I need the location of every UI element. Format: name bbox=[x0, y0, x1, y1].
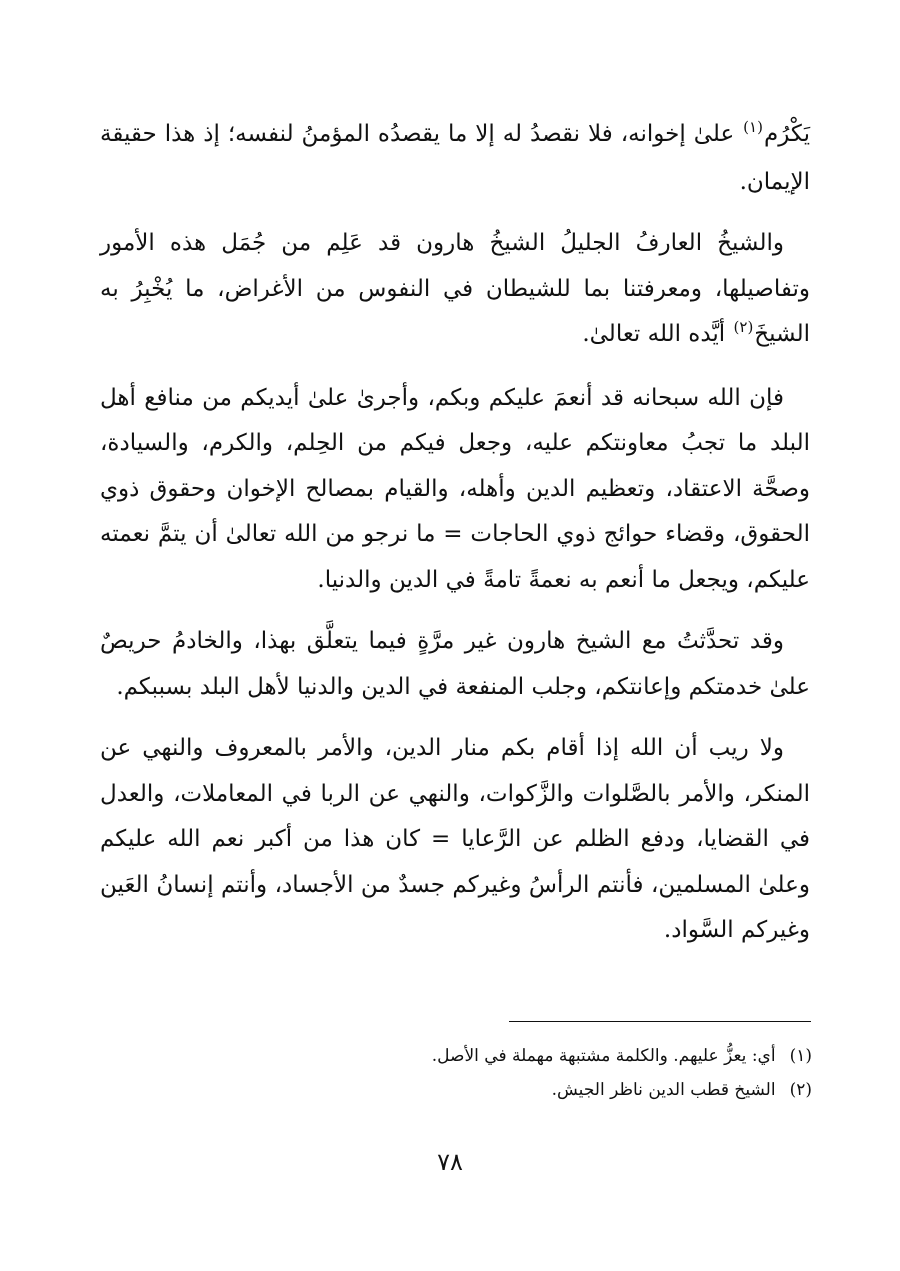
footnote-2-number: (٢) bbox=[789, 1080, 812, 1100]
paragraph-4-text: وقد تحدَّثتُ مع الشيخ هارون غير مرَّةٍ فيما يتعلَّق بهذا، والخادمُ حريصٌ علىٰ خدمتكم وإعانتكم، وجلب المنفعة في الدين والدنيا لأهل البلد بسببكم. bbox=[100, 628, 810, 700]
footnote-1-number: (١) bbox=[789, 1046, 812, 1066]
footnote-1-text: أي: يعزُّ عليهم. والكلمة مشتبهة مهملة في الأصل. bbox=[431, 1046, 776, 1066]
footnote-2 bbox=[100, 1074, 812, 1106]
footnote-2-text: الشيخ قطب الدين ناظر الجيش. bbox=[551, 1080, 776, 1100]
page-number: ٧٨ bbox=[437, 1148, 463, 1176]
footnotes bbox=[100, 1040, 812, 1108]
paragraph-4 bbox=[100, 619, 810, 710]
main-text bbox=[100, 112, 810, 970]
paragraph-5 bbox=[100, 726, 810, 954]
paragraph-1-text-end: علىٰ إخوانه، فلا نقصدُ له إلا ما يقصدُه المؤمنُ لنفسه؛ إذ هذا حقيقة الإيمان. bbox=[100, 121, 810, 195]
footnote-ref-1[interactable]: (١) bbox=[743, 118, 763, 136]
paragraph-1 bbox=[100, 112, 810, 205]
paragraph-5-text: ولا ريب أن الله إذا أقام بكم منار الدين، والأمر بالمعروف والنهي عن المنكر، والأمر بالصَّلوات والزَّكوات، والنهي عن الربا في المعاملات، والعدل في القضايا، ودفع الظلم عن الرَّعايا = كان هذا من أكبر نعم الله عليكم وعلىٰ المسلمين، فأنتم الرأسُ وغيركم جسدٌ من الأجساد، وأنتم إنسانُ العَين وغيركم السَّواد. bbox=[100, 735, 810, 943]
paragraph-2-text-end: أيَّده الله تعالىٰ. bbox=[582, 321, 733, 347]
paragraph-2-text-start: والشيخُ العارفُ الجليلُ الشيخُ هارون قد عَلِم من جُمَل هذه الأمور وتفاصيلها، ومعرفتنا بما للشيطان في النفوس من الأغراض، ما يُخْبِرُ به الشيخَ bbox=[100, 230, 810, 347]
footnote-1 bbox=[100, 1040, 812, 1072]
footnote-separator bbox=[509, 1021, 811, 1022]
paragraph-1-text-start: يَكْرُم bbox=[763, 121, 810, 147]
paragraph-3 bbox=[100, 376, 810, 604]
paragraph-3-text: فإن الله سبحانه قد أنعمَ عليكم وبكم، وأجرىٰ علىٰ أيديكم من منافع أهل البلد ما تجبُ معاونتكم عليه، وجعل فيكم من الحِلم، والكرم، والسيادة، وصحَّة الاعتقاد، وتعظيم الدين وأهله، والقيام بمصالح الإخوان وحقوق ذوي الحقوق، وقضاء حوائج ذوي الحاجات = ما نرجو من الله تعالىٰ أن يتمَّ نعمته عليكم، ويجعل ما أنعم به نعمةً تامةً في الدين والدنيا. bbox=[100, 384, 810, 593]
paragraph-2 bbox=[100, 221, 810, 360]
footnote-ref-2[interactable]: (٢) bbox=[733, 318, 754, 336]
